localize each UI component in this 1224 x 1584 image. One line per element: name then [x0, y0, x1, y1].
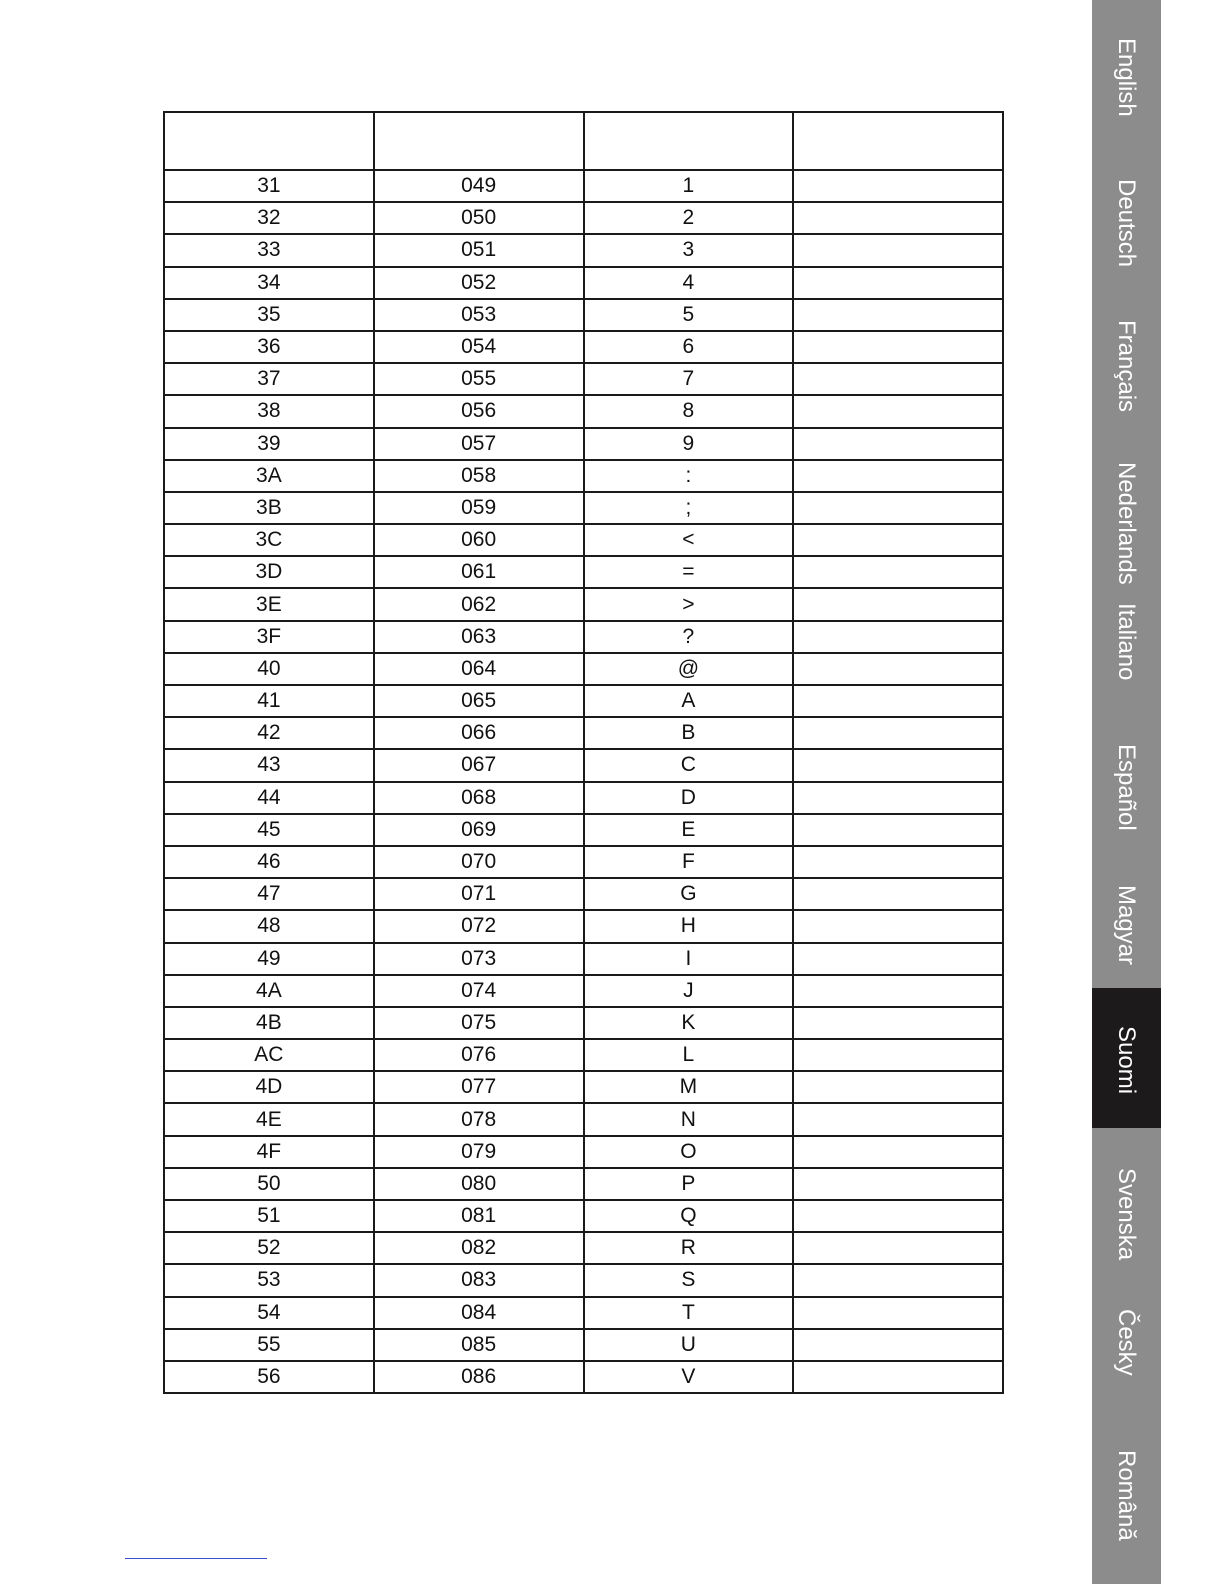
- cell-hex: 4E: [164, 1103, 374, 1135]
- cell-character: 2: [584, 202, 794, 234]
- cell-decimal: 086: [374, 1361, 584, 1393]
- cell-decimal: 057: [374, 428, 584, 460]
- language-tab-label: Deutsch: [1113, 179, 1140, 268]
- cell-character: 4: [584, 267, 794, 299]
- language-tab-label: Nederlands: [1113, 461, 1140, 585]
- cell-character: <: [584, 524, 794, 556]
- cell-character: @: [584, 653, 794, 685]
- cell-extra: [793, 331, 1003, 363]
- cell-character: 1: [584, 170, 794, 202]
- cell-character: 8: [584, 395, 794, 427]
- cell-hex: 49: [164, 943, 374, 975]
- cell-extra: [793, 202, 1003, 234]
- cell-decimal: 084: [374, 1297, 584, 1329]
- cell-hex: 55: [164, 1329, 374, 1361]
- cell-extra: [793, 846, 1003, 878]
- cell-extra: [793, 878, 1003, 910]
- cell-character: ?: [584, 621, 794, 653]
- cell-extra: [793, 814, 1003, 846]
- cell-decimal: 062: [374, 588, 584, 620]
- cell-extra: [793, 1264, 1003, 1296]
- cell-hex: 44: [164, 782, 374, 814]
- table-header-row: [164, 112, 1003, 170]
- cell-character: H: [584, 910, 794, 942]
- cell-decimal: 082: [374, 1232, 584, 1264]
- cell-character: I: [584, 943, 794, 975]
- table-row: [164, 749, 1003, 781]
- cell-extra: [793, 170, 1003, 202]
- cell-character: T: [584, 1297, 794, 1329]
- cell-hex: 39: [164, 428, 374, 460]
- cell-hex: 48: [164, 910, 374, 942]
- cell-extra: [793, 685, 1003, 717]
- language-tab-bar: [1092, 0, 1161, 1584]
- cell-extra: [793, 524, 1003, 556]
- cell-hex: 3F: [164, 621, 374, 653]
- cell-hex: 38: [164, 395, 374, 427]
- language-tab-label: Svenska: [1113, 1167, 1140, 1260]
- cell-extra: [793, 299, 1003, 331]
- cell-extra: [793, 782, 1003, 814]
- cell-extra: [793, 492, 1003, 524]
- cell-extra: [793, 1232, 1003, 1264]
- cell-extra: [793, 1168, 1003, 1200]
- table-row: [164, 202, 1003, 234]
- table-row: [164, 234, 1003, 266]
- cell-extra: [793, 717, 1003, 749]
- table-row: [164, 1007, 1003, 1039]
- cell-extra: [793, 234, 1003, 266]
- cell-hex: 3D: [164, 556, 374, 588]
- cell-character: F: [584, 846, 794, 878]
- cell-character: 6: [584, 331, 794, 363]
- cell-extra: [793, 363, 1003, 395]
- cell-decimal: 066: [374, 717, 584, 749]
- cell-decimal: 049: [374, 170, 584, 202]
- cell-character: S: [584, 1264, 794, 1296]
- cell-character: E: [584, 814, 794, 846]
- cell-hex: 33: [164, 234, 374, 266]
- language-tab-română[interactable]: [1092, 1412, 1161, 1552]
- cell-character: P: [584, 1168, 794, 1200]
- cell-decimal: 081: [374, 1200, 584, 1232]
- cell-hex: 43: [164, 749, 374, 781]
- cell-extra: [793, 1103, 1003, 1135]
- cell-extra: [793, 1136, 1003, 1168]
- table-row: [164, 1136, 1003, 1168]
- language-tab-italiano[interactable]: [1092, 565, 1161, 705]
- cell-extra: [793, 653, 1003, 685]
- table-row: [164, 556, 1003, 588]
- table-row: [164, 395, 1003, 427]
- cell-hex: 53: [164, 1264, 374, 1296]
- language-tab-label: Suomi: [1113, 1026, 1140, 1095]
- cell-decimal: 074: [374, 975, 584, 1007]
- table-row: [164, 1264, 1003, 1296]
- table-row: [164, 685, 1003, 717]
- language-tab-svenska[interactable]: [1092, 1130, 1161, 1270]
- footer-rule: [125, 1558, 267, 1559]
- cell-character: M: [584, 1071, 794, 1103]
- cell-hex: 46: [164, 846, 374, 878]
- character-code-table: [163, 111, 1004, 1394]
- cell-decimal: 069: [374, 814, 584, 846]
- cell-decimal: 065: [374, 685, 584, 717]
- cell-hex: 41: [164, 685, 374, 717]
- language-tab-label: Magyar: [1113, 885, 1140, 966]
- table-row: [164, 1232, 1003, 1264]
- cell-extra: [793, 943, 1003, 975]
- cell-character: 7: [584, 363, 794, 395]
- cell-extra: [793, 910, 1003, 942]
- cell-extra: [793, 428, 1003, 460]
- table-row: [164, 1103, 1003, 1135]
- table-row: [164, 717, 1003, 749]
- table-row: [164, 943, 1003, 975]
- cell-decimal: 060: [374, 524, 584, 556]
- table-row: [164, 814, 1003, 846]
- cell-decimal: 063: [374, 621, 584, 653]
- table-row: [164, 1200, 1003, 1232]
- cell-decimal: 083: [374, 1264, 584, 1296]
- table-row: [164, 267, 1003, 299]
- cell-hex: 52: [164, 1232, 374, 1264]
- cell-decimal: 070: [374, 846, 584, 878]
- cell-decimal: 078: [374, 1103, 584, 1135]
- cell-character: R: [584, 1232, 794, 1264]
- cell-hex: 50: [164, 1168, 374, 1200]
- cell-extra: [793, 1297, 1003, 1329]
- cell-hex: 36: [164, 331, 374, 363]
- table-row: [164, 331, 1003, 363]
- cell-decimal: 058: [374, 460, 584, 492]
- language-tab-english[interactable]: [1092, 0, 1161, 140]
- header-cell-hex: [164, 112, 374, 170]
- cell-decimal: 075: [374, 1007, 584, 1039]
- cell-hex: 45: [164, 814, 374, 846]
- cell-hex: 4F: [164, 1136, 374, 1168]
- cell-decimal: 067: [374, 749, 584, 781]
- cell-hex: 51: [164, 1200, 374, 1232]
- cell-extra: [793, 460, 1003, 492]
- cell-hex: 37: [164, 363, 374, 395]
- cell-decimal: 079: [374, 1136, 584, 1168]
- language-tab-label: Français: [1113, 320, 1140, 413]
- cell-extra: [793, 395, 1003, 427]
- table-row: [164, 460, 1003, 492]
- cell-extra: [793, 1200, 1003, 1232]
- cell-hex: 4B: [164, 1007, 374, 1039]
- cell-character: G: [584, 878, 794, 910]
- cell-hex: 3A: [164, 460, 374, 492]
- cell-character: V: [584, 1361, 794, 1393]
- cell-extra: [793, 1329, 1003, 1361]
- cell-hex: 47: [164, 878, 374, 910]
- cell-character: :: [584, 460, 794, 492]
- language-tab-suomi[interactable]: [1092, 988, 1161, 1128]
- cell-character: 9: [584, 428, 794, 460]
- cell-character: L: [584, 1039, 794, 1071]
- table-row: [164, 1071, 1003, 1103]
- cell-decimal: 085: [374, 1329, 584, 1361]
- language-tab-label: Română: [1113, 1450, 1140, 1541]
- cell-character: >: [584, 588, 794, 620]
- table-row: [164, 492, 1003, 524]
- cell-extra: [793, 588, 1003, 620]
- cell-character: J: [584, 975, 794, 1007]
- cell-decimal: 080: [374, 1168, 584, 1200]
- cell-extra: [793, 621, 1003, 653]
- cell-decimal: 052: [374, 267, 584, 299]
- table-row: [164, 621, 1003, 653]
- table-row: [164, 299, 1003, 331]
- cell-character: 3: [584, 234, 794, 266]
- table-header: [164, 112, 1003, 170]
- language-tab-label: English: [1113, 38, 1140, 117]
- cell-decimal: 064: [374, 653, 584, 685]
- table-row: [164, 363, 1003, 395]
- table-row: [164, 1297, 1003, 1329]
- cell-decimal: 059: [374, 492, 584, 524]
- cell-decimal: 077: [374, 1071, 584, 1103]
- cell-extra: [793, 1071, 1003, 1103]
- cell-character: Q: [584, 1200, 794, 1232]
- cell-decimal: 050: [374, 202, 584, 234]
- table-row: [164, 975, 1003, 1007]
- cell-decimal: 055: [374, 363, 584, 395]
- cell-character: O: [584, 1136, 794, 1168]
- table-row: [164, 428, 1003, 460]
- table-row: [164, 846, 1003, 878]
- cell-decimal: 076: [374, 1039, 584, 1071]
- cell-extra: [793, 975, 1003, 1007]
- cell-extra: [793, 1007, 1003, 1039]
- cell-extra: [793, 1361, 1003, 1393]
- cell-hex: AC: [164, 1039, 374, 1071]
- header-cell-extra: [793, 112, 1003, 170]
- cell-character: ;: [584, 492, 794, 524]
- table-row: [164, 588, 1003, 620]
- cell-decimal: 072: [374, 910, 584, 942]
- cell-hex: 40: [164, 653, 374, 685]
- cell-character: =: [584, 556, 794, 588]
- language-tab-label: Italiano: [1113, 602, 1140, 681]
- cell-character: U: [584, 1329, 794, 1361]
- cell-extra: [793, 1039, 1003, 1071]
- cell-hex: 4D: [164, 1071, 374, 1103]
- cell-hex: 32: [164, 202, 374, 234]
- cell-decimal: 061: [374, 556, 584, 588]
- cell-character: 5: [584, 299, 794, 331]
- cell-extra: [793, 556, 1003, 588]
- cell-character: A: [584, 685, 794, 717]
- cell-extra: [793, 267, 1003, 299]
- language-tab-label: Español: [1113, 744, 1140, 831]
- table-row: [164, 782, 1003, 814]
- cell-hex: 3C: [164, 524, 374, 556]
- language-tab-nederlands[interactable]: [1092, 424, 1161, 585]
- cell-decimal: 053: [374, 299, 584, 331]
- cell-decimal: 054: [374, 331, 584, 363]
- cell-hex: 3B: [164, 492, 374, 524]
- header-cell-decimal: [374, 112, 584, 170]
- table-row: [164, 1168, 1003, 1200]
- cell-decimal: 068: [374, 782, 584, 814]
- table-row: [164, 170, 1003, 202]
- cell-hex: 3E: [164, 588, 374, 620]
- table-body: [164, 170, 1003, 1393]
- cell-character: C: [584, 749, 794, 781]
- header-cell-character: [584, 112, 794, 170]
- table-row: [164, 1329, 1003, 1361]
- cell-character: K: [584, 1007, 794, 1039]
- cell-decimal: 071: [374, 878, 584, 910]
- cell-hex: 4A: [164, 975, 374, 1007]
- cell-decimal: 051: [374, 234, 584, 266]
- cell-hex: 31: [164, 170, 374, 202]
- table-row: [164, 653, 1003, 685]
- cell-character: N: [584, 1103, 794, 1135]
- language-tab-magyar[interactable]: [1092, 847, 1161, 987]
- table-row: [164, 1361, 1003, 1393]
- cell-decimal: 073: [374, 943, 584, 975]
- cell-decimal: 056: [374, 395, 584, 427]
- language-tab-español[interactable]: [1092, 706, 1161, 846]
- language-tab-français[interactable]: [1092, 282, 1161, 422]
- cell-hex: 42: [164, 717, 374, 749]
- language-tab-česky[interactable]: [1092, 1271, 1161, 1411]
- cell-extra: [793, 749, 1003, 781]
- table-row: [164, 524, 1003, 556]
- language-tab-label: Česky: [1113, 1308, 1140, 1376]
- cell-hex: 35: [164, 299, 374, 331]
- cell-hex: 54: [164, 1297, 374, 1329]
- table-row: [164, 878, 1003, 910]
- table-row: [164, 910, 1003, 942]
- cell-character: D: [584, 782, 794, 814]
- cell-character: B: [584, 717, 794, 749]
- cell-hex: 56: [164, 1361, 374, 1393]
- language-tab-deutsch[interactable]: [1092, 141, 1161, 281]
- cell-hex: 34: [164, 267, 374, 299]
- table-row: [164, 1039, 1003, 1071]
